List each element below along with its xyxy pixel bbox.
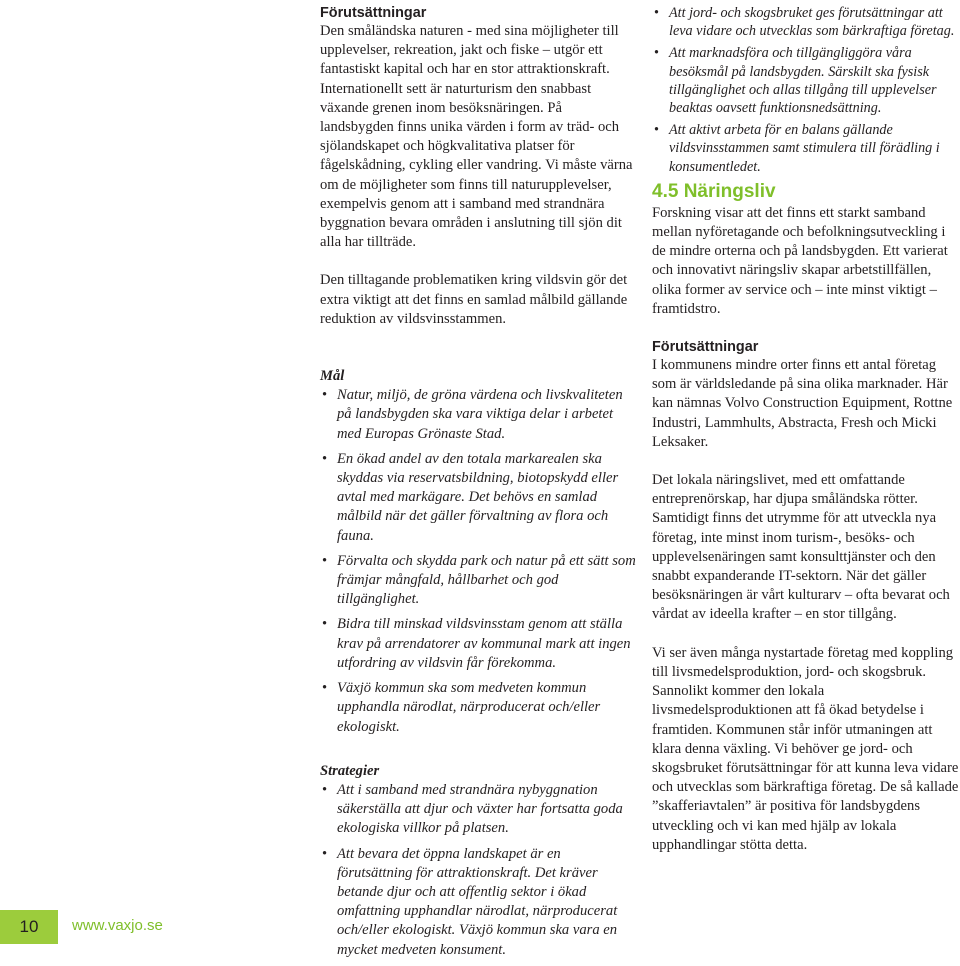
paragraph-forskning: Forskning visar att det finns ett starkt samband mellan nyföretagande och befolkningsutveckling i de mindre orterna och på landsbygden. Ett varierat och innovativt näringsliv skapar arbetstillfällen, olika former av service och – inte minst viktigt – framtidstro. bbox=[652, 204, 948, 317]
list-item: • Att jord- och skogsbruket ges förutsättningar att leva vidare och utvecklas som bärkraftiga företag. bbox=[652, 4, 960, 40]
strategier-list bbox=[320, 781, 636, 960]
list-item: • Att i samband med strandnära nybyggnation säkerställa att djur och växter har fortsatta goda ekologiska villkor på platsen. bbox=[320, 781, 636, 839]
left-column bbox=[320, 4, 636, 966]
heading-strategier: Strategier bbox=[320, 762, 380, 779]
heading-forutsattningar-2: Förutsättningar bbox=[652, 339, 759, 356]
right-column bbox=[652, 4, 960, 855]
list-item: • Att aktivt arbeta för en balans gällande vildsvinsstammen samt stimulera till förädling i konsumentledet. bbox=[652, 121, 960, 176]
list-item: • Natur, miljö, de gröna värdena och livskvaliteten på landsbygden ska vara viktiga delar i arbetet med Europas Grönaste Stad. bbox=[320, 386, 636, 444]
paragraph-naturen: Den småländska naturen - med sina möjligheter till upplevelser, rekreation, jakt och fiske – utgör ett fantastiskt kapital och har en stor attraktionskraft. Internationellt sett är naturturism den snabbast växande grenen inom besöksnäringen. På landsbygden finns unika värden i form av träd- och sjölandskapet och högkvalitativa platser för fågelskådning, cykling eller vandring. Vi måste värna om de möjligheter som finns till naturupplevelser, exempelvis genom att i samband med strandnära byggnation bevara områden i anslutning till sjön dit alla har tillträde. bbox=[320, 23, 633, 251]
list-item: • Förvalta och skydda park och natur på ett sätt som främjar mångfald, hållbarhet och god tillgänglighet. bbox=[320, 552, 636, 610]
mal-list bbox=[320, 386, 636, 736]
list-item: • Bidra till minskad vildsvinsstam genom att ställa krav på arrendatorer av kommunal mark att ingen utfordring av vildsvin får förekomma. bbox=[320, 615, 636, 673]
heading-forutsattningar: Förutsättningar bbox=[320, 5, 427, 21]
paragraph-nystartade: Vi ser även många nystartade företag med koppling till livsmedelsproduktion, jord- och skogsbruk. Sannolikt kommer den lokala livsmedelsproduktionen att få ökad betydelse i framtiden. Kommunen står inför utmaningen att klara denna växling. Vi behöver ge jord- och skogsbruket förutsättningar för att kunna leva vidare och utvecklas som bärkraftiga företag. De så kallade ”skafferiavtalen” är positiva för landsbygdens utveckling och vi kan med hjälp av lokala upphandlingar stötta detta. bbox=[652, 644, 959, 853]
footer-url-link[interactable]: www.vaxjo.se bbox=[72, 917, 163, 934]
paragraph-lokala-naringslivet: Det lokala näringslivet, med ett omfattande entreprenörskap, har djupa småländska rötter. Samtidigt finns det utrymme för att utveckla nya företag, inte minst inom turism-, besöks- och upplevelsenäringen samt konsulttjänster och den snabbt expanderande IT-sektorn. När det gäller besöksnäringen är vårt kulturarv – ofta bevarat och vårdat av ideella krafter – en stor tillgång. bbox=[652, 472, 950, 623]
strategier-list-continued bbox=[652, 4, 960, 176]
list-item: • En ökad andel av den totala markarealen ska skyddas via reservatsbildning, biotopskydd eller avtal med markägare. Det behövs en samlad målbild när det gäller förvaltning av flora och fauna. bbox=[320, 450, 636, 546]
heading-mal: Mål bbox=[320, 368, 345, 385]
list-item: • Att bevara det öppna landskapet är en förutsättning för attraktionskraft. Det kräver betande djur och att offentlig sektor i ökad omfattning upphandlar närodlat, närproducerat och/eller ekologiskt. Växjö kommun ska vara en mycket medveten konsument. bbox=[320, 845, 636, 960]
section-title-naringsliv: 4.5 Näringsliv bbox=[652, 180, 776, 202]
paragraph-vildsvin: Den tilltagande problematiken kring vildsvin gör det extra viktigt att det finns en samlad målbild gällande reduktion av vildsvinsstammen. bbox=[320, 272, 628, 327]
list-item: • Växjö kommun ska som medveten kommun upphandla närodlat, närproducerat och/eller ekologiskt. bbox=[320, 679, 636, 737]
page-number: 10 bbox=[19, 917, 39, 936]
page-number-box bbox=[0, 910, 58, 944]
paragraph-foretag: I kommunens mindre orter finns ett antal företag som är världsledande på sina olika marknader. Här kan nämnas Volvo Construction Equipment, Rottne Industri, Lammhults, Abstracta, Fresh och Micki Leksaker. bbox=[652, 357, 953, 450]
list-item: • Att marknadsföra och tillgängliggöra våra besöksmål på landsbygden. Särskilt ska fysisk tillgänglighet och allas tillgång till upplevelser beaktas oavsett funktionsnedsättning. bbox=[652, 44, 960, 117]
